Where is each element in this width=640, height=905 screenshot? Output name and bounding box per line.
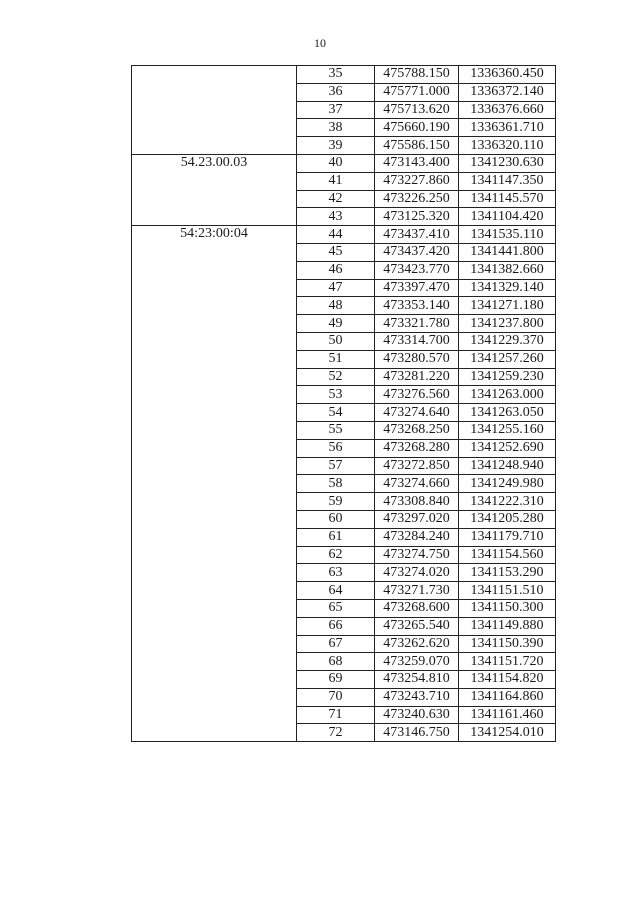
y-coordinate-cell: 1341252.690 xyxy=(459,439,556,457)
point-number-cell: 72 xyxy=(297,724,375,742)
x-coordinate-cell: 473271.730 xyxy=(375,582,459,600)
y-coordinate-cell: 1341154.820 xyxy=(459,671,556,689)
y-coordinate-cell: 1336361.710 xyxy=(459,119,556,137)
y-coordinate-cell: 1341150.300 xyxy=(459,599,556,617)
point-number-cell: 35 xyxy=(297,66,375,84)
point-number-cell: 37 xyxy=(297,101,375,119)
y-coordinate-cell: 1341151.720 xyxy=(459,653,556,671)
y-coordinate-cell: 1336360.450 xyxy=(459,66,556,84)
point-number-cell: 53 xyxy=(297,386,375,404)
y-coordinate-cell: 1341263.050 xyxy=(459,404,556,422)
y-coordinate-cell: 1341145.570 xyxy=(459,190,556,208)
y-coordinate-cell: 1341153.290 xyxy=(459,564,556,582)
point-number-cell: 71 xyxy=(297,706,375,724)
x-coordinate-cell: 473268.600 xyxy=(375,599,459,617)
y-coordinate-cell: 1341104.420 xyxy=(459,208,556,226)
x-coordinate-cell: 473308.840 xyxy=(375,493,459,511)
y-coordinate-cell: 1341229.370 xyxy=(459,332,556,350)
point-number-cell: 50 xyxy=(297,332,375,350)
point-number-cell: 36 xyxy=(297,83,375,101)
point-number-cell: 40 xyxy=(297,154,375,172)
point-number-cell: 41 xyxy=(297,172,375,190)
x-coordinate-cell: 475586.150 xyxy=(375,137,459,155)
point-number-cell: 58 xyxy=(297,475,375,493)
point-number-cell: 49 xyxy=(297,315,375,333)
point-number-cell: 47 xyxy=(297,279,375,297)
point-number-cell: 52 xyxy=(297,368,375,386)
x-coordinate-cell: 473276.560 xyxy=(375,386,459,404)
point-number-cell: 43 xyxy=(297,208,375,226)
point-number-cell: 45 xyxy=(297,243,375,261)
point-number-cell: 54 xyxy=(297,404,375,422)
x-coordinate-cell: 473143.400 xyxy=(375,154,459,172)
x-coordinate-cell: 473397.470 xyxy=(375,279,459,297)
y-coordinate-cell: 1341254.010 xyxy=(459,724,556,742)
point-number-cell: 51 xyxy=(297,350,375,368)
table-row xyxy=(132,226,556,244)
y-coordinate-cell: 1341535.110 xyxy=(459,226,556,244)
parcel-id-cell xyxy=(132,66,297,155)
y-coordinate-cell: 1341149.880 xyxy=(459,617,556,635)
parcel-id-cell: 54:23:00:04 xyxy=(132,226,297,742)
x-coordinate-cell: 473281.220 xyxy=(375,368,459,386)
x-coordinate-cell: 473226.250 xyxy=(375,190,459,208)
x-coordinate-cell: 473146.750 xyxy=(375,724,459,742)
y-coordinate-cell: 1341164.860 xyxy=(459,688,556,706)
x-coordinate-cell: 473272.850 xyxy=(375,457,459,475)
x-coordinate-cell: 473284.240 xyxy=(375,528,459,546)
x-coordinate-cell: 473254.810 xyxy=(375,671,459,689)
y-coordinate-cell: 1341205.280 xyxy=(459,510,556,528)
y-coordinate-cell: 1336372.140 xyxy=(459,83,556,101)
point-number-cell: 70 xyxy=(297,688,375,706)
x-coordinate-cell: 473268.250 xyxy=(375,421,459,439)
point-number-cell: 64 xyxy=(297,582,375,600)
y-coordinate-cell: 1341255.160 xyxy=(459,421,556,439)
point-number-cell: 63 xyxy=(297,564,375,582)
x-coordinate-cell: 473243.710 xyxy=(375,688,459,706)
x-coordinate-cell: 473265.540 xyxy=(375,617,459,635)
y-coordinate-cell: 1341161.460 xyxy=(459,706,556,724)
x-coordinate-cell: 475771.000 xyxy=(375,83,459,101)
point-number-cell: 59 xyxy=(297,493,375,511)
y-coordinate-cell: 1341257.260 xyxy=(459,350,556,368)
x-coordinate-cell: 473280.570 xyxy=(375,350,459,368)
table-row xyxy=(132,154,556,172)
x-coordinate-cell: 473437.410 xyxy=(375,226,459,244)
y-coordinate-cell: 1341222.310 xyxy=(459,493,556,511)
page-number: 10 xyxy=(314,36,326,50)
x-coordinate-cell: 473423.770 xyxy=(375,261,459,279)
x-coordinate-cell: 473125.320 xyxy=(375,208,459,226)
y-coordinate-cell: 1341179.710 xyxy=(459,528,556,546)
point-number-cell: 68 xyxy=(297,653,375,671)
y-coordinate-cell: 1341150.390 xyxy=(459,635,556,653)
point-number-cell: 61 xyxy=(297,528,375,546)
x-coordinate-cell: 473274.640 xyxy=(375,404,459,422)
x-coordinate-cell: 473262.620 xyxy=(375,635,459,653)
x-coordinate-cell: 473321.780 xyxy=(375,315,459,333)
point-number-cell: 46 xyxy=(297,261,375,279)
x-coordinate-cell: 473227.860 xyxy=(375,172,459,190)
x-coordinate-cell: 473437.420 xyxy=(375,243,459,261)
parcel-id-cell: 54.23.00.03 xyxy=(132,154,297,225)
point-number-cell: 65 xyxy=(297,599,375,617)
x-coordinate-cell: 475660.190 xyxy=(375,119,459,137)
y-coordinate-cell: 1336376.660 xyxy=(459,101,556,119)
x-coordinate-cell: 473240.630 xyxy=(375,706,459,724)
y-coordinate-cell: 1341147.350 xyxy=(459,172,556,190)
point-number-cell: 69 xyxy=(297,671,375,689)
x-coordinate-cell: 473274.750 xyxy=(375,546,459,564)
y-coordinate-cell: 1341249.980 xyxy=(459,475,556,493)
x-coordinate-cell: 473297.020 xyxy=(375,510,459,528)
x-coordinate-cell: 473314.700 xyxy=(375,332,459,350)
y-coordinate-cell: 1341151.510 xyxy=(459,582,556,600)
y-coordinate-cell: 1336320.110 xyxy=(459,137,556,155)
y-coordinate-cell: 1341263.000 xyxy=(459,386,556,404)
point-number-cell: 60 xyxy=(297,510,375,528)
point-number-cell: 38 xyxy=(297,119,375,137)
y-coordinate-cell: 1341230.630 xyxy=(459,154,556,172)
coordinates-table xyxy=(131,65,556,742)
y-coordinate-cell: 1341382.660 xyxy=(459,261,556,279)
y-coordinate-cell: 1341248.940 xyxy=(459,457,556,475)
point-number-cell: 57 xyxy=(297,457,375,475)
point-number-cell: 66 xyxy=(297,617,375,635)
x-coordinate-cell: 473274.020 xyxy=(375,564,459,582)
coordinates-table-body xyxy=(132,66,556,742)
x-coordinate-cell: 473353.140 xyxy=(375,297,459,315)
point-number-cell: 42 xyxy=(297,190,375,208)
y-coordinate-cell: 1341259.230 xyxy=(459,368,556,386)
x-coordinate-cell: 473268.280 xyxy=(375,439,459,457)
y-coordinate-cell: 1341441.800 xyxy=(459,243,556,261)
point-number-cell: 48 xyxy=(297,297,375,315)
x-coordinate-cell: 475788.150 xyxy=(375,66,459,84)
point-number-cell: 62 xyxy=(297,546,375,564)
point-number-cell: 55 xyxy=(297,421,375,439)
x-coordinate-cell: 473274.660 xyxy=(375,475,459,493)
y-coordinate-cell: 1341271.180 xyxy=(459,297,556,315)
point-number-cell: 56 xyxy=(297,439,375,457)
point-number-cell: 39 xyxy=(297,137,375,155)
y-coordinate-cell: 1341237.800 xyxy=(459,315,556,333)
x-coordinate-cell: 473259.070 xyxy=(375,653,459,671)
point-number-cell: 67 xyxy=(297,635,375,653)
y-coordinate-cell: 1341154.560 xyxy=(459,546,556,564)
point-number-cell: 44 xyxy=(297,226,375,244)
table-row xyxy=(132,66,556,84)
y-coordinate-cell: 1341329.140 xyxy=(459,279,556,297)
x-coordinate-cell: 475713.620 xyxy=(375,101,459,119)
